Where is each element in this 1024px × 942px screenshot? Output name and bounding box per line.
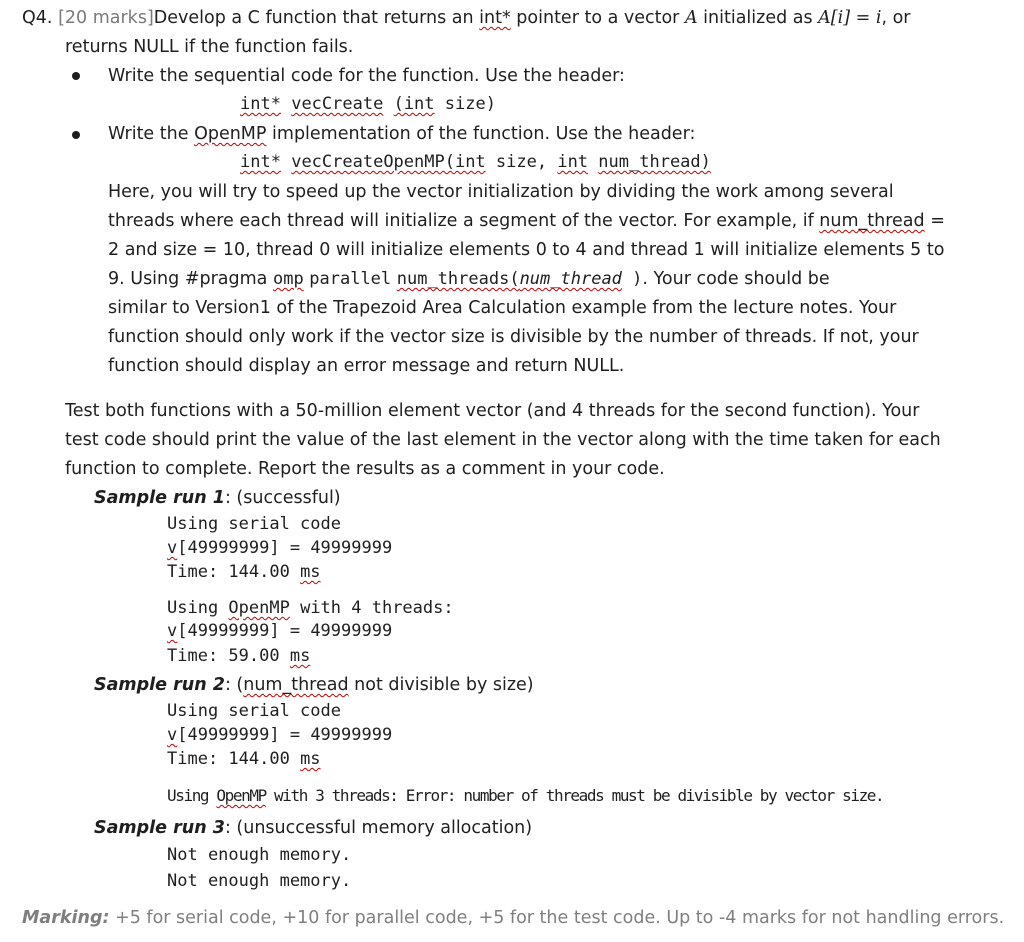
run1-time2-a: Time: 59.00 [167, 646, 290, 666]
b2-para-3: 2 and size = 10, thread 0 will initialize elements 0 to 4 and thread 1 will initialize elements 5 to [108, 240, 945, 260]
h1-type: int* [240, 94, 281, 114]
header-veccreateopenmp [240, 150, 711, 174]
run1-time-2 [167, 644, 310, 668]
sample-run-1-heading [94, 486, 341, 510]
omp-keyword: omp [272, 269, 304, 289]
run1-index: [49999999] [177, 538, 280, 558]
b2-p2-a: threads where each thread will initialize a segment of the vector. For example, if [108, 211, 820, 231]
run1-label: Sample run 1 [94, 488, 225, 508]
return-type: int* [479, 8, 511, 28]
b2-para-4 [108, 267, 830, 291]
h2-int: int [557, 152, 589, 172]
test-line-1: Test both functions with a 50-million element vector (and 4 threads for the second function). Your [65, 401, 920, 421]
marking-text: +5 for serial code, +10 for parallel code, +5 for the test code. Up to -4 marks for not handling errors. [109, 908, 1005, 928]
h2-numthread: num_thread) [598, 152, 711, 172]
run3-line-2: Not enough memory. [167, 871, 352, 891]
b2-para-6: function should only work if the vector size is divisible by the number of threads. If not, your [108, 327, 919, 347]
math-expression: A[i] = i [818, 8, 882, 28]
run1-index-2: [49999999] [177, 621, 280, 641]
run2-label: Sample run 2 [94, 675, 225, 695]
run2-err-a: Using [167, 786, 217, 805]
run2-err-b: with 3 threads: Error: number of threads must be divisible by vector size. [265, 786, 884, 805]
run1-v: v [167, 538, 178, 558]
run1-time-a: Time: 144.00 [167, 562, 301, 582]
b2-openmp: OpenMP [194, 124, 267, 144]
marking-label: Marking: [22, 908, 110, 928]
run2-err-omp: OpenMP [216, 786, 266, 805]
bullet-dot-2 [72, 131, 80, 139]
parallel-keyword: parallel [309, 269, 392, 289]
question-number: Q4. [22, 8, 53, 28]
h1-arg-rest: size) [434, 94, 496, 114]
numthreads-call: num_threads( [396, 269, 520, 289]
run2-error [167, 784, 883, 808]
bullet2-text [108, 122, 695, 146]
run1-value [167, 536, 392, 560]
run1-serial: Using serial code [167, 514, 341, 534]
marking-line [22, 906, 1004, 930]
run1-ms: ms [300, 562, 321, 582]
b2-text-b: implementation of the function. Use the header: [266, 124, 696, 144]
question-text-c: initialized as [697, 8, 819, 28]
bullet-dot-1 [72, 72, 80, 80]
pragma-keyword: #pragma [184, 269, 268, 289]
question-text: Develop a C function that returns an [153, 8, 480, 28]
run1-omp-a: Using [167, 598, 229, 618]
question-line-1 [22, 6, 910, 30]
run1-desc: : (successful) [224, 488, 341, 508]
run1-omp-b: with 4 threads: [289, 598, 454, 618]
h1-sp [383, 94, 393, 114]
b2-text-a: Write the [108, 124, 195, 144]
run1-time [167, 560, 321, 584]
run2-index: [49999999] [177, 725, 280, 745]
b2-p2-num: num_thread [819, 211, 925, 231]
numthreads-close: ) [621, 269, 643, 289]
numthreads-arg: num_thread [519, 269, 622, 289]
test-line-3: function to complete. Report the results as a comment in your code. [65, 459, 665, 479]
run1-eq-2: = 49999999 [279, 621, 393, 641]
bullet1-text: Write the sequential code for the function. Use the header: [108, 66, 625, 86]
question-marks: [20 marks] [58, 8, 154, 28]
run2-serial: Using serial code [167, 701, 341, 721]
b2-para-1: Here, you will try to speed up the vector initialization by dividing the work among several [108, 182, 894, 202]
run2-time [167, 747, 321, 771]
run3-label: Sample run 3 [94, 818, 225, 838]
question-line-2: returns NULL if the function fails. [65, 37, 354, 57]
run1-eq: = 49999999 [279, 538, 393, 558]
run2-ms: ms [300, 749, 321, 769]
b2-p4-b: . Your code should be [642, 269, 830, 289]
run3-desc: : (unsuccessful memory allocation) [224, 818, 533, 838]
run1-omp-name: OpenMP [228, 598, 290, 618]
run2-v: v [167, 725, 178, 745]
h1-arg-type: (int [393, 94, 435, 114]
h2-mid: size, [485, 152, 558, 172]
sample-run-3-heading [94, 816, 532, 840]
question-text-b: pointer to a vector [510, 8, 685, 28]
b2-para-7: function should display an error message and return NULL. [108, 356, 625, 376]
b2-para-2 [108, 209, 945, 233]
question-text-d: , or [881, 8, 911, 28]
run1-ms2: ms [289, 646, 311, 666]
b2-p4-a: 9. Using [108, 269, 185, 289]
math-A: A [684, 8, 698, 28]
run1-value-2 [167, 619, 392, 643]
run2-value [167, 723, 392, 747]
run1-v2: v [167, 621, 178, 641]
run2-desc-num: num_thread [243, 675, 349, 695]
run1-openmp [167, 596, 454, 620]
run2-time-a: Time: 144.00 [167, 749, 301, 769]
test-line-2: test code should print the value of the last element in the vector along with the time taken for each [65, 430, 941, 450]
run2-eq: = 49999999 [279, 725, 393, 745]
run2-desc-b: not divisible by size) [348, 675, 534, 695]
header-veccreate [240, 92, 496, 116]
h2-name: vecCreateOpenMP(int [291, 152, 486, 172]
run3-line-1: Not enough memory. [167, 845, 352, 865]
h1-name: vecCreate [291, 94, 384, 114]
b2-p2-b: = [924, 211, 945, 231]
run2-desc-a: : ( [224, 675, 244, 695]
h2-type: int* [240, 152, 281, 172]
b2-para-5: similar to Version1 of the Trapezoid Area Calculation example from the lecture notes. Your [108, 298, 897, 318]
sample-run-2-heading [94, 673, 534, 697]
